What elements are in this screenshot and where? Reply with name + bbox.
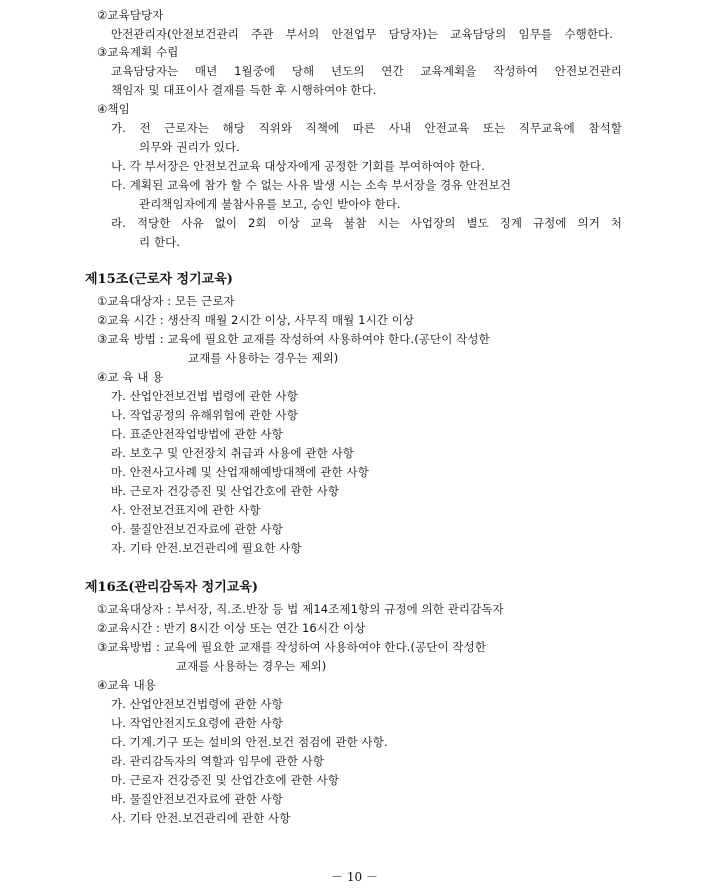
sec16-method-line1: ③교육방법 : 교육에 필요한 교재를 작성하여 사용하여야 한다.(공단이 작성한 <box>97 640 487 654</box>
sec15-item: 바. 근로자 건강증진 및 산업간호에 관한 사항 <box>111 484 340 498</box>
article-16-heading: 제16조(관리감독자 정기교육) <box>85 580 259 595</box>
article-15-heading: 제15조(근로자 정기교육) <box>85 272 233 287</box>
sec16-item: 다. 기계.기구 또는 설비의 안전.보건 점검에 관한 사항. <box>111 735 388 749</box>
sec15-method-line2: 교재를 사용하는 경우는 제외) <box>188 351 339 365</box>
sec16-content-title: ④교육 내용 <box>97 678 157 692</box>
sec15-method-line1: ③교육 방법 : 교육에 필요한 교재를 작성하여 사용하여야 한다.(공단이 작성한 <box>97 332 490 346</box>
sec15-item: 다. 표준안전작업방법에 관한 사항 <box>111 427 283 441</box>
sec15-item: 라. 보호구 및 안전장치 취급과 사용에 관한 사항 <box>111 446 355 460</box>
sec15-item: 마. 안전사고사례 및 산업재해예방대책에 관한 사항 <box>111 465 369 479</box>
sec14-p4-title: ④책임 <box>97 102 130 116</box>
page-number: － 10 － <box>331 870 378 884</box>
sec14-ra-line2: 리 한다. <box>139 235 181 249</box>
sec16-time: ②교육시간 : 반기 8시간 이상 또는 연간 16시간 이상 <box>97 621 366 635</box>
sec14-da-line1: 다. 계획된 교육에 참가 할 수 없는 사유 발생 시는 소속 부서장을 경유 안전보건 <box>111 178 512 192</box>
sec15-item: 자. 기타 안전.보건관리에 필요한 사항 <box>111 541 302 555</box>
sec16-item: 사. 기타 안전.보건관리에 관한 사항 <box>111 811 291 825</box>
sec14-ra-line1: 라. 적당한 사유 없이 2회 이상 교육 불참 시는 사업장의 별도 징계 규정에 의거 처 <box>111 216 622 230</box>
sec14-ga-line2: 의무와 권리가 있다. <box>139 140 240 154</box>
sec15-item: 사. 안전보건표지에 관한 사항 <box>111 503 261 517</box>
sec16-item: 마. 근로자 건강증진 및 산업간호에 관한 사항 <box>111 773 340 787</box>
sec15-item: 나. 작업공정의 유해위험에 관한 사항 <box>111 408 298 422</box>
sec15-content-title: ④교 육 내 용 <box>97 370 164 384</box>
sec14-ga-line1: 가. 전 근로자는 해당 직위와 직책에 따른 사내 안전교육 또는 직무교육에 참석할 <box>111 121 622 135</box>
sec16-target: ①교육대상자 : 부서장, 직.조.반장 등 법 제14조제1항의 규정에 의한 관리감독자 <box>97 602 504 616</box>
sec16-item: 바. 물질안전보건자료에 관한 사항 <box>111 792 283 806</box>
sec16-item: 가. 산업안전보건법령에 관한 사항 <box>111 697 283 711</box>
sec16-method-line2: 교재를 사용하는 경우는 제외) <box>176 659 327 673</box>
sec14-p3-body-line2: 책임자 및 대표이사 결재를 득한 후 시행하여야 한다. <box>111 83 377 97</box>
sec15-item: 아. 물질안전보건자료에 관한 사항 <box>111 522 283 536</box>
sec14-p2-title: ②교육담당자 <box>97 8 164 22</box>
sec15-target: ①교육대상자 : 모든 근로자 <box>97 294 235 308</box>
sec15-time: ②교육 시간 : 생산직 매월 2시간 이상, 사무직 매월 1시간 이상 <box>97 313 415 327</box>
sec16-item: 라. 관리감독자의 역할과 임무에 관한 사항 <box>111 754 325 768</box>
sec14-p2-body: 안전관리자(안전보건관리 주관 부서의 안전업무 담당자)는 교육담당의 임무를 수행한다. <box>111 27 613 41</box>
sec14-p3-title: ③교육계획 수립 <box>97 45 179 59</box>
sec15-item: 가. 산업안전보건법 법령에 관한 사항 <box>111 389 298 403</box>
sec16-item: 나. 작업안전지도요령에 관한 사항 <box>111 716 283 730</box>
sec14-da-line2: 관리책임자에게 불참사유를 보고, 승인 받아야 한다. <box>139 197 401 211</box>
sec14-na: 나. 각 부서장은 안전보건교육 대상자에게 공정한 기회를 부여하여야 한다. <box>111 159 485 173</box>
sec14-p3-body-line1: 교육담당자는 매년 1월중에 당해 년도의 연간 교육계획을 작성하여 안전보건관리 <box>111 64 622 78</box>
